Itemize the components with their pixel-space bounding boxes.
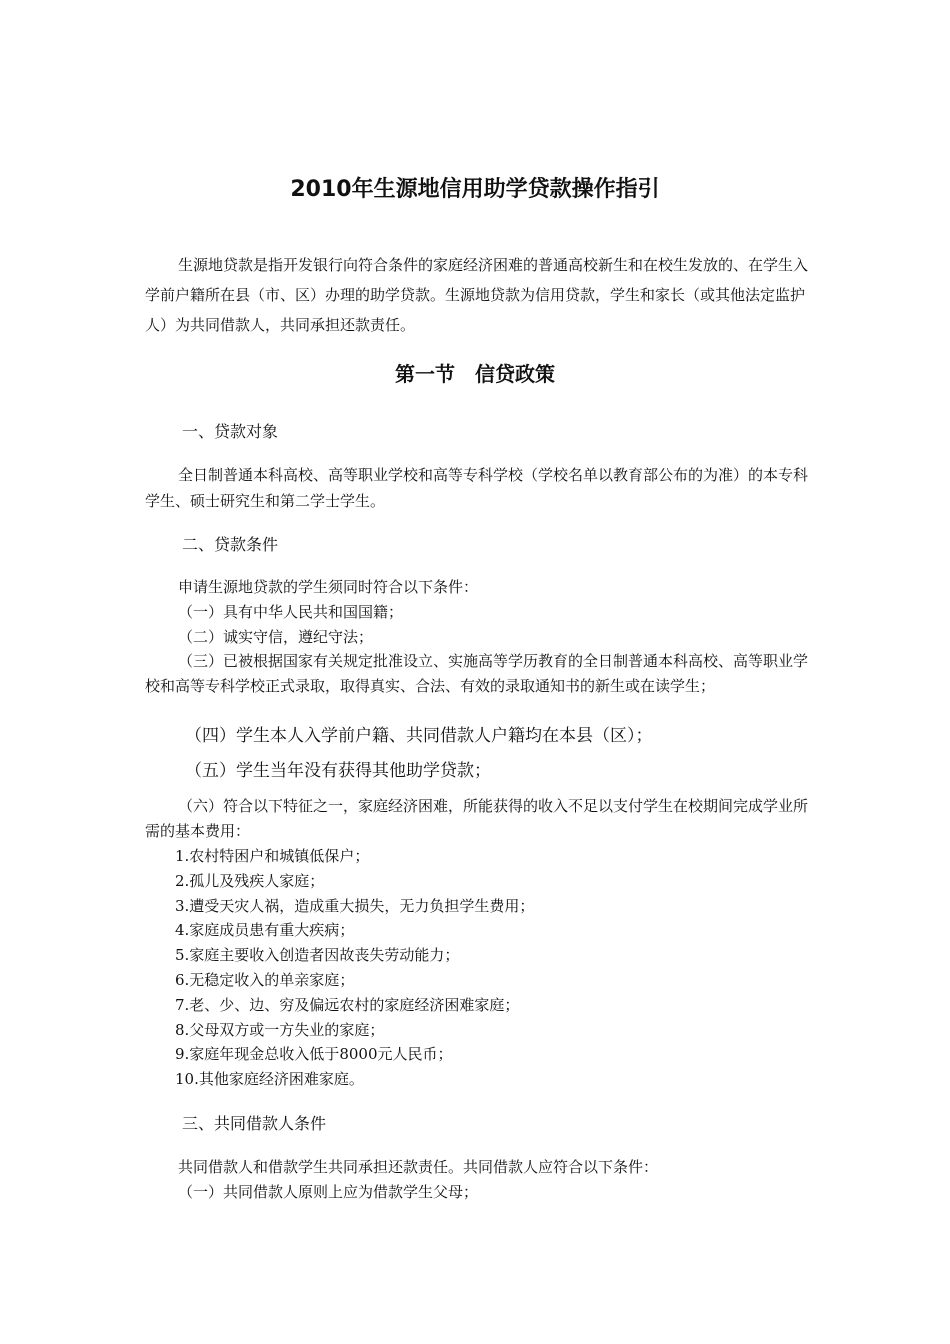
list-item: 10.其他家庭经济困难家庭。 xyxy=(175,1070,364,1088)
co-borrower-condition-1: （一）共同借款人原则上应为借款学生父母； xyxy=(178,1183,479,1201)
conditions-intro: 申请生源地贷款的学生须同时符合以下条件： xyxy=(178,578,479,596)
list-item: 2.孤儿及残疾人家庭； xyxy=(175,872,325,890)
intro-paragraph: 生源地贷款是指开发银行向符合条件的家庭经济困难的普通高校新生和在校生发放的、在学生入学前户籍所在县（市、区）办理的助学贷款。生源地贷款为信用贷款，学生和家长（或其他法定监护人）为共同借款人，共同承担还款责任。 xyxy=(145,256,809,334)
condition-1: （一）具有中华人民共和国国籍； xyxy=(178,603,404,621)
list-item: 1.农村特困户和城镇低保户； xyxy=(175,847,370,865)
list-item: 3.遭受天灾人祸，造成重大损失，无力负担学生费用； xyxy=(175,897,535,915)
condition-3: （三）已被根据国家有关规定批准设立、实施高等学历教育的全日制普通本科高校、高等职业学校和高等专科学校正式录取，取得真实、合法、有效的录取通知书的新生或在读学生； xyxy=(145,652,809,695)
heading-loan-target: 一、贷款对象 xyxy=(182,422,279,441)
condition-5: （五）学生当年没有获得其他助学贷款； xyxy=(185,761,491,781)
section-title: 第一节 信贷政策 xyxy=(395,362,555,386)
list-item: 9.家庭年现金总收入低于8000元人民币； xyxy=(175,1045,453,1063)
list-item: 6.无稳定收入的单亲家庭； xyxy=(175,971,355,989)
loan-target-paragraph: 全日制普通本科高校、高等职业学校和高等专科学校（学校名单以教育部公布的为准）的本专科学生、硕士研究生和第二学士学生。 xyxy=(145,466,809,510)
condition-2: （二）诚实守信，遵纪守法； xyxy=(178,628,374,646)
list-item: 7.老、少、边、穷及偏远农村的家庭经济困难家庭； xyxy=(175,996,520,1014)
condition-6: （六）符合以下特征之一，家庭经济困难，所能获得的收入不足以支付学生在校期间完成学业所需的基本费用： xyxy=(145,797,809,840)
heading-loan-conditions: 二、贷款条件 xyxy=(182,535,279,554)
condition-4: （四）学生本人入学前户籍、共同借款人户籍均在本县（区）； xyxy=(185,726,653,746)
list-item: 4.家庭成员患有重大疾病； xyxy=(175,921,355,939)
list-item: 5.家庭主要收入创造者因故丧失劳动能力； xyxy=(175,946,460,964)
list-item: 8.父母双方或一方失业的家庭； xyxy=(175,1021,385,1039)
document-title: 2010年生源地信用助学贷款操作指引 xyxy=(290,177,660,202)
heading-co-borrower: 三、共同借款人条件 xyxy=(182,1114,327,1133)
co-borrower-paragraph: 共同借款人和借款学生共同承担还款责任。共同借款人应符合以下条件： xyxy=(178,1158,659,1176)
